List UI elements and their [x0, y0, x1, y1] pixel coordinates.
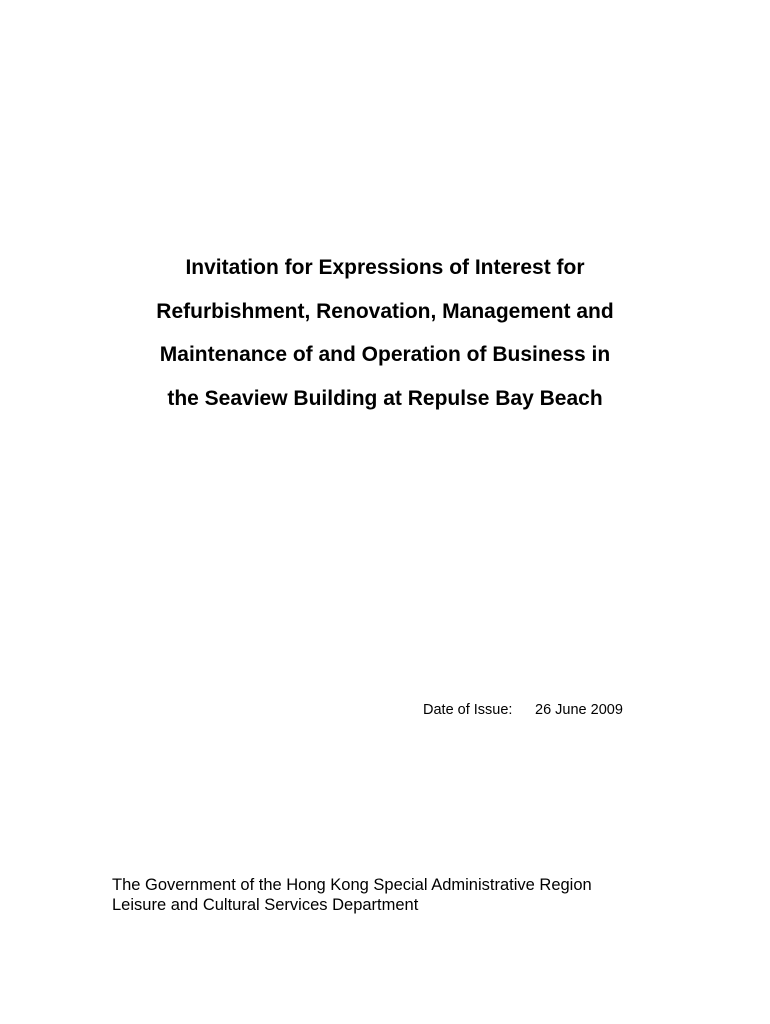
title-line-1: Invitation for Expressions of Interest for	[185, 256, 585, 279]
issuer-department: Leisure and Cultural Services Department	[112, 896, 419, 914]
issue-date-label: Date of Issue:	[423, 702, 513, 718]
document-title	[0, 246, 770, 420]
issue-date-block	[423, 702, 623, 718]
title-line-2: Refurbishment, Renovation, Management and	[156, 299, 614, 323]
title-line-3: Maintenance of and Operation of Business in	[159, 343, 611, 366]
issue-date-value: 26 June 2009	[535, 702, 623, 718]
issuer-block	[112, 875, 592, 915]
issuer-government: The Government of the Hong Kong Special Administrative Region	[112, 876, 592, 894]
title-line-4: the Seaview Building at Repulse Bay Beach	[167, 386, 603, 410]
